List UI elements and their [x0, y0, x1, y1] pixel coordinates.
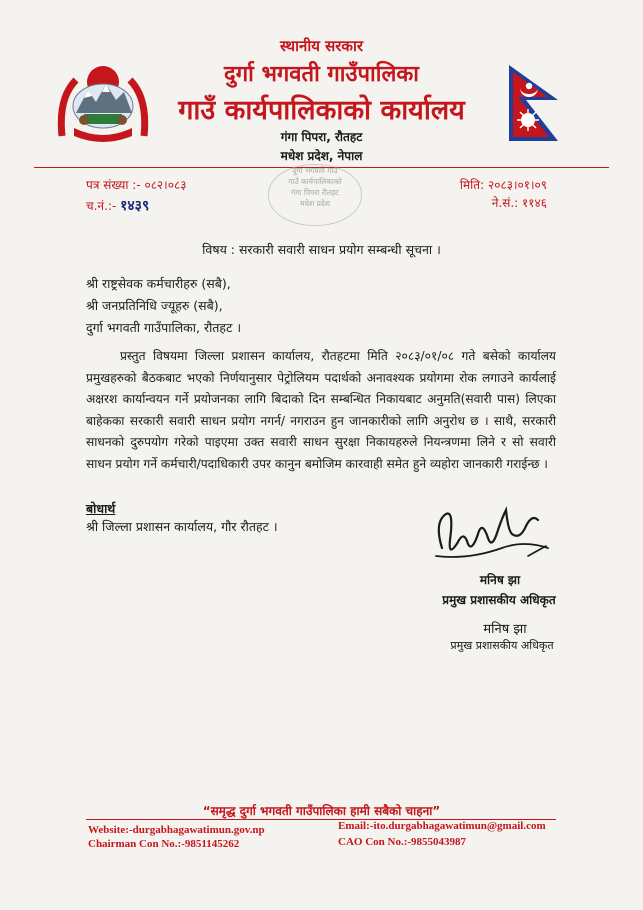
footer-chairman-contact: Chairman Con No.:-9851145262: [88, 838, 240, 850]
addressee: श्री जनप्रतिनिधि ज्यूहरु (सबै),: [86, 298, 223, 313]
letter-subject: विषय : सरकारी सवारी साधन प्रयोग सम्बन्धी सूचना ।: [202, 242, 441, 257]
stamp-line: गंगा पिपरा रौतहट: [291, 188, 339, 197]
stamp-line: मधेश प्रदेश: [300, 199, 330, 208]
header-office-name: गाउँ कार्यपालिकाको कार्यालय: [178, 95, 465, 126]
addressee: दुर्गा भगवती गाउँपालिका, रौतहट ।: [86, 320, 242, 335]
header-municipality-name: दुर्गा भगवती गाउँपालिका: [224, 62, 419, 87]
footer-slogan: “समृद्ध दुर्गा भगवती गाउँपालिका हामी सबैको चाहना”: [202, 804, 441, 818]
letter-date: मिति: २०८३।०१।०९: [459, 178, 547, 192]
dispatch-number-label: च.नं.:-: [86, 199, 117, 213]
name-stamp: मनिष झा: [483, 622, 527, 637]
footer-website: Website:-durgabhagawatimun.gov.np: [88, 824, 265, 836]
header-address: गंगा पिपरा, रौतहट: [280, 130, 363, 144]
stamp-line: दुर्गा भगवती गाउँ: [292, 166, 338, 175]
office-stamp: [268, 164, 362, 226]
cc-label: बोधार्थ: [86, 501, 116, 516]
stamp-line: गाउँ कार्यपालिकाको: [288, 177, 342, 186]
letter-number: पत्र संख्या :- ०८२।०८३: [86, 178, 187, 192]
addressee: श्री राष्ट्रसेवक कर्मचारीहरु (सबै),: [86, 276, 231, 291]
handwritten-signature-icon: [428, 500, 558, 570]
signatory-name: मनिष झा: [479, 573, 521, 587]
cc-item: श्री जिल्ला प्रशासन कार्यालय, गौर रौतहट ।: [86, 519, 278, 534]
dispatch-number-handwritten: १४३९: [120, 198, 150, 214]
footer-cao-contact: CAO Con No.:-9855043987: [338, 836, 467, 848]
letter-body: प्रस्तुत विषयमा जिल्ला प्रशासन कार्यालय, रौतहटमा मिति २०८३/०१/०८ गते बसेको कार्यालय प्रमुखहरुको बैठकबाट भएको निर्णयानुसार पेट्रोलियम पदार्थको अनावश्यक प्रयोगमा रोक लगाउने कार्यलाई अक्षरश कार्यान्वयन गर्ने प्रयोजनका लागि बिदाको दिन सम्बन्धित निकायबाट अनुमति(सवारी पास) लिएका बाहेकका सरकारी सवारी साधन प्रयोग नगर्न/ नगराउन हुन जानकारीको लागि अनुरोध छ । साथै, सरकारी साधनको दुरुपयोग गरेको पाइएमा उक्त सवारी साधन सुरक्षा निकायहरुले नियन्त्रणमा लिने र सो सवारी साधन प्रयोग गर्ने कर्मचारी/पदाधिकारी उपर कानुन बमोजिम कारवाही समेत हुने व्यहोरा जानकारी गराईन्छ ।: [86, 349, 556, 471]
signatory-title: प्रमुख प्रशासकीय अधिकृत: [442, 593, 556, 607]
header-local-government: स्थानीय सरकार: [280, 37, 363, 55]
footer-email: Email:-ito.durgabhagawatimun@gmail.com: [338, 820, 546, 832]
dispatch-number: [86, 196, 149, 215]
nepal-samvat-date: ने.सं.: ११४६: [491, 196, 547, 210]
header-province: मधेश प्रदेश, नेपाल: [280, 149, 363, 163]
title-stamp: प्रमुख प्रशासकीय अधिकृत: [450, 639, 554, 652]
